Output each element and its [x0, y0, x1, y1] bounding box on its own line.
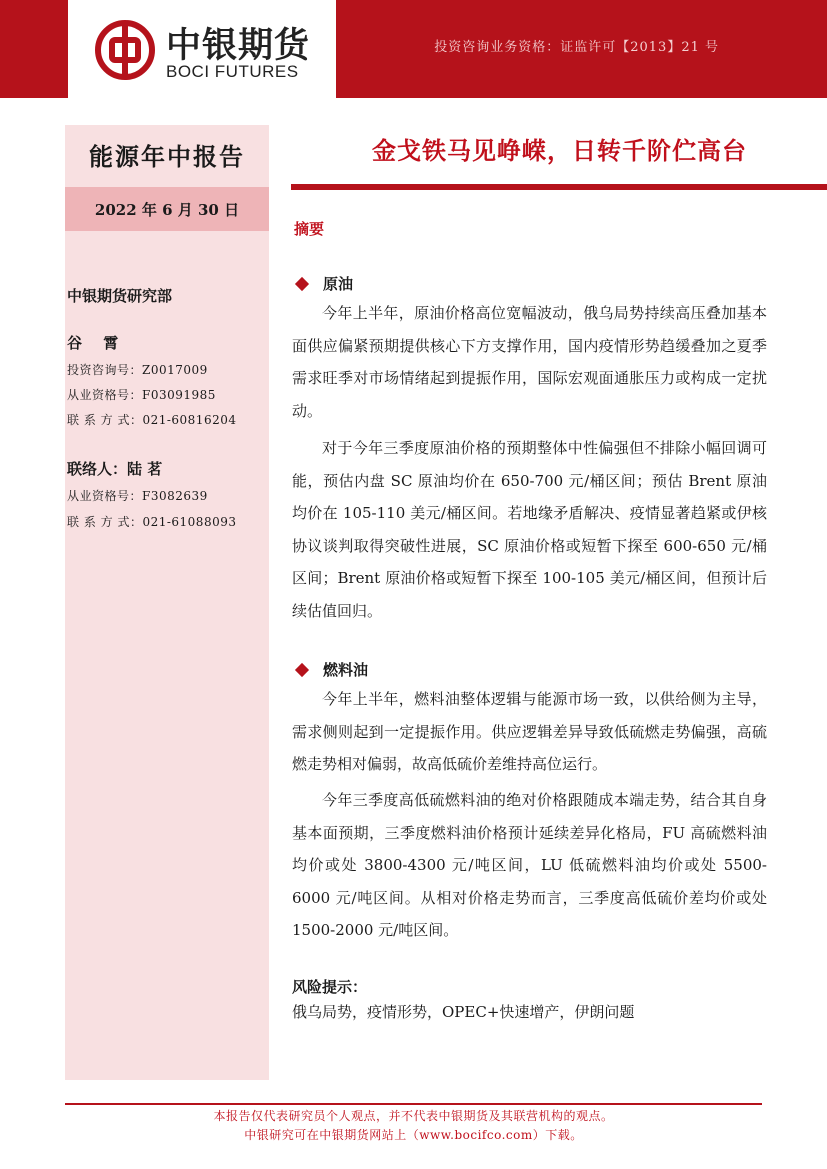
- header-right-band: [336, 0, 827, 98]
- fuel-oil-paragraph-2: 今年三季度高低硫燃料油的绝对价格跟随成本端走势，结合其自身基本面预期，三季度燃料油价格预计延续差异化格局，FU 高硫燃料油均价或处 3800-4300 元/吨区间，LU 低硫燃料油均价或处 5500-6000 元/吨区间。从相对价格走势而言，三季度高低硫价差均价或处 1500-2000 元/吨区间。: [292, 791, 767, 939]
- risk-text: 俄乌局势，疫情形势，OPEC+快速增产，伊朗问题: [292, 1003, 635, 1021]
- abstract-label: 摘要: [294, 220, 325, 238]
- author-consult-id: 投资咨询号：Z0017009: [67, 363, 208, 377]
- diamond-bullet-icon: [295, 662, 309, 676]
- footer-disclaimer: 本报告仅代表研究员个人观点，并不代表中银期货及其联营机构的观点。: [213, 1109, 614, 1123]
- author-name: 谷 霄: [67, 334, 127, 352]
- footer-website-note: 中银研究可在中银期货网站上（www.bocifco.com）下载。: [244, 1128, 583, 1142]
- section-heading-fuel-oil: [297, 659, 368, 680]
- section-heading-text: 原油: [323, 275, 354, 293]
- contact-person: 联络人：陆 茗: [67, 460, 163, 478]
- contact-phone: 联 系 方 式：021-61088093: [67, 515, 237, 529]
- fuel-oil-paragraph-1: 今年上半年，燃料油整体逻辑与能源市场一致，以供给侧为主导，需求侧则起到一定提振作用。供应逻辑差异导致低硫燃走势偏强，高硫燃走势相对偏弱，故高低硫价差维持高位运行。: [292, 690, 767, 773]
- footer-divider: [65, 1103, 762, 1105]
- title-divider: [291, 184, 827, 190]
- logo-english-name: BOCI FUTURES: [166, 62, 299, 81]
- header-left-band: [0, 0, 68, 98]
- crude-oil-paragraph-2: 对于今年三季度原油价格的预期整体中性偏强但不排除小幅回调可能，预估内盘 SC 原油均价在 650-700 元/桶区间；预估 Brent 原油均价在 105-110 美元/桶区间。若地缘矛盾解决、疫情显著趋紧或伊核协议谈判取得突破性进展，SC 原油价格或短暂下探至 600-650 元/桶区间；Brent 原油价格或短暂下探至 100-105 美元/桶区间，但预计后续估值回归。: [292, 439, 767, 620]
- department: 中银期货研究部: [67, 287, 173, 305]
- boc-logo-icon: [95, 20, 155, 80]
- author-license-id: 从业资格号：F03091985: [67, 388, 216, 402]
- sidebar: [65, 125, 269, 1080]
- report-type: 能源年中报告: [89, 141, 245, 171]
- section-heading-text: 燃料油: [323, 661, 369, 679]
- section-heading-crude-oil: [297, 273, 353, 294]
- diamond-bullet-icon: [295, 276, 309, 290]
- logo-chinese-name: 中银期货: [166, 26, 311, 66]
- logo-area: [68, 0, 336, 98]
- contact-license-id: 从业资格号：F3082639: [67, 489, 208, 503]
- report-date: 2022 年 6 月 30 日: [65, 187, 269, 231]
- license-text: 投资咨询业务资格：证监许可【2013】21 号: [434, 40, 719, 55]
- author-phone: 联 系 方 式：021-60816204: [67, 413, 237, 427]
- report-title: 金戈铁马见峥嵘，日转千阶伫高台: [372, 136, 747, 165]
- crude-oil-paragraph-1: 今年上半年，原油价格高位宽幅波动，俄乌局势持续高压叠加基本面供应偏紧预期提供核心下方支撑作用，国内疫情形势趋缓叠加之夏季需求旺季对市场情绪起到提振作用，国际宏观面通胀压力或构成一定扰动。: [292, 304, 767, 420]
- risk-heading: 风险提示：: [292, 978, 368, 996]
